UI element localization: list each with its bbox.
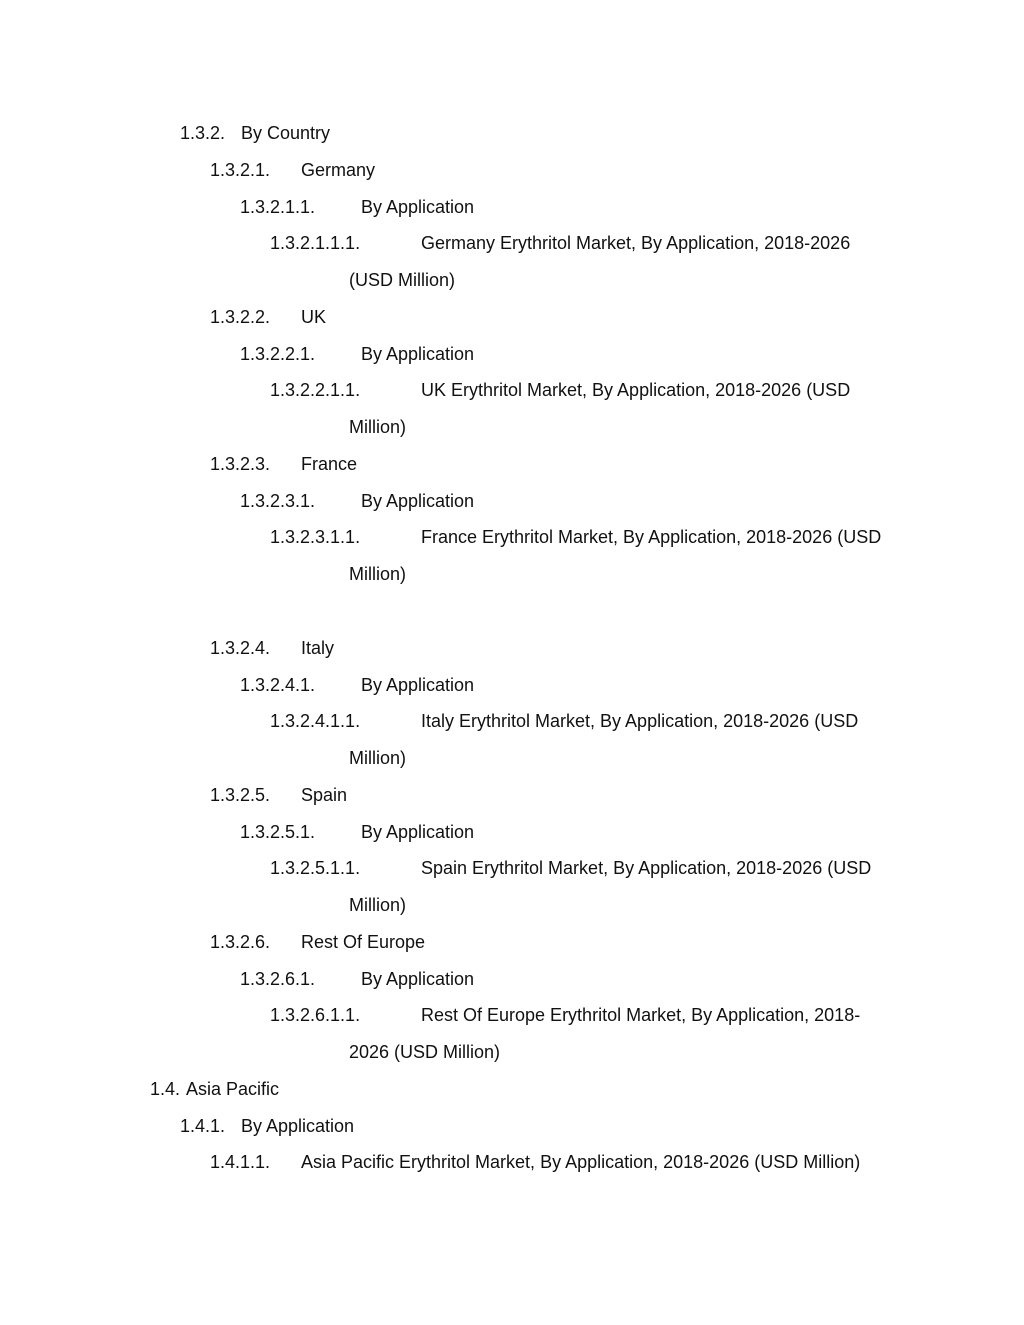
entry-text: Italy Erythritol Market, By Application, 2018-2026 (USD (421, 711, 859, 731)
entry-number: 1.3.2.1. (210, 160, 271, 180)
entry-number: 1.3.2.2.1. (240, 344, 316, 364)
entry-text: By Application (361, 491, 475, 511)
entry-text-continued: (USD Million) (349, 270, 456, 290)
entry-text-continued: Million) (349, 748, 407, 768)
entry-text: Germany (301, 160, 376, 180)
entry-number: 1.3.2.4. (210, 638, 271, 658)
entry-text-continued: Million) (349, 417, 407, 437)
entry-number: 1.3.2.4.1.1. (270, 711, 361, 731)
entry-text: Rest Of Europe (301, 932, 426, 952)
entry-text-continued: Million) (349, 895, 407, 915)
entry-number: 1.3.2.5. (210, 785, 271, 805)
entry-number: 1.3.2.3.1.1. (270, 527, 361, 547)
entry-text-continued: Million) (349, 564, 407, 584)
entry-text: Asia Pacific (186, 1079, 280, 1099)
entry-text: By Application (361, 822, 475, 842)
entry-text: Germany Erythritol Market, By Application, 2018-2026 (421, 233, 851, 253)
entry-text-continued: 2026 (USD Million) (349, 1042, 501, 1062)
entry-text: Asia Pacific Erythritol Market, By Application, 2018-2026 (USD Million) (301, 1152, 861, 1172)
entry-number: 1.3.2.6. (210, 932, 271, 952)
entry-number: 1.3.2.2.1.1. (270, 380, 361, 400)
entry-text: France Erythritol Market, By Application, 2018-2026 (USD (421, 527, 882, 547)
entry-number: 1.3.2.1.1.1. (270, 233, 361, 253)
entry-number: 1.3.2.3.1. (240, 491, 316, 511)
entry-text: Rest Of Europe Erythritol Market, By Application, 2018- (421, 1005, 861, 1025)
entry-text: Spain Erythritol Market, By Application, 2018-2026 (USD (421, 858, 872, 878)
entry-text: By Application (241, 1116, 355, 1136)
entry-number: 1.3.2.5.1. (240, 822, 316, 842)
entry-number: 1.4.1. (180, 1116, 226, 1136)
entry-number: 1.3.2.1.1. (240, 197, 316, 217)
entry-text: UK Erythritol Market, By Application, 2018-2026 (USD (421, 380, 851, 400)
entry-text: By Application (361, 675, 475, 695)
entry-number: 1.4.1.1. (210, 1152, 271, 1172)
entry-number: 1.3.2.6.1.1. (270, 1005, 361, 1025)
entry-text: Spain (301, 785, 348, 805)
entry-number: 1.3.2.5.1.1. (270, 858, 361, 878)
entry-number: 1.4. (150, 1079, 181, 1099)
entry-text: By Application (361, 344, 475, 364)
entry-text: By Country (241, 123, 331, 143)
entry-text: Italy (301, 638, 335, 658)
entry-number: 1.3.2.2. (210, 307, 271, 327)
entry-number: 1.3.2.4.1. (240, 675, 316, 695)
entry-text: By Application (361, 197, 475, 217)
entry-number: 1.3.2.6.1. (240, 969, 316, 989)
entry-number: 1.3.2. (180, 123, 226, 143)
entry-text: By Application (361, 969, 475, 989)
entry-text: UK (301, 307, 327, 327)
entry-text: France (301, 454, 358, 474)
entry-number: 1.3.2.3. (210, 454, 271, 474)
